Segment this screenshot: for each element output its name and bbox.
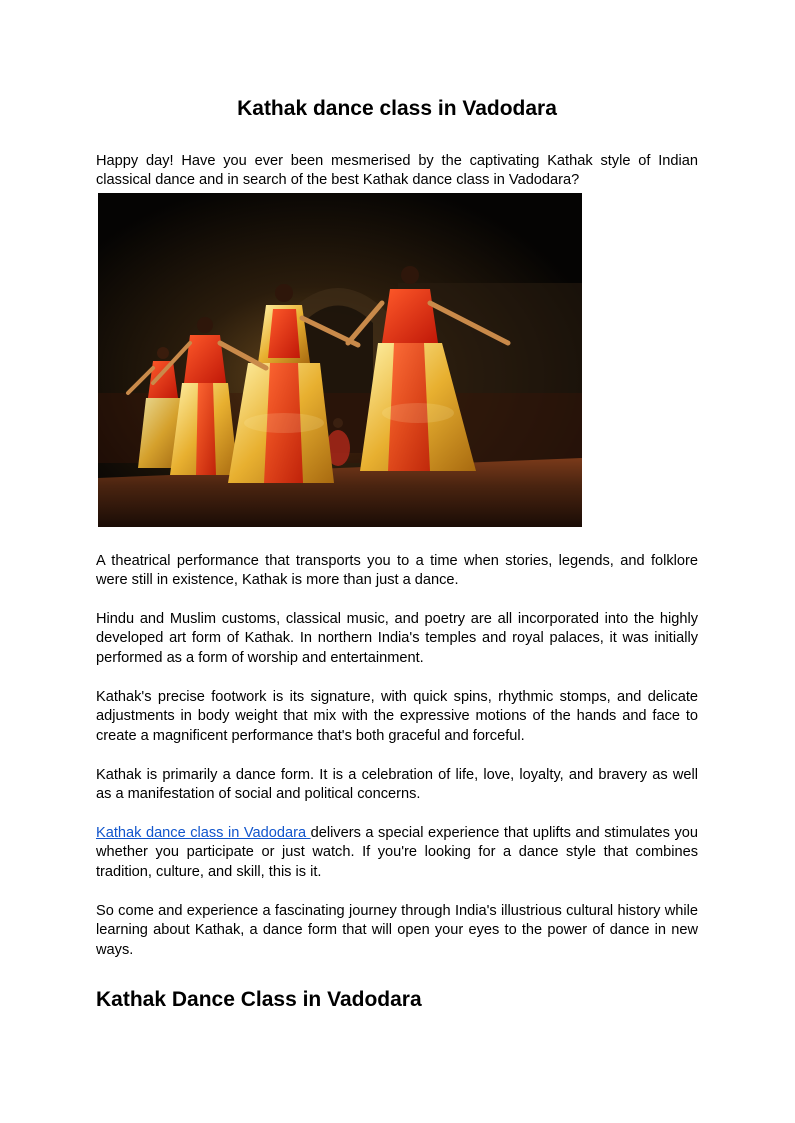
paragraph-closing: So come and experience a fascinating journey through India's illustrious cultural history while learning about Kathak, a dance form that will open your eyes to the power of dance in new ways. (96, 903, 698, 958)
paragraph-celebration: Kathak is primarily a dance form. It is a celebration of life, love, loyalty, and bravery as well as a manifestation of social and political concerns. (96, 767, 698, 803)
paragraph-footwork: Kathak's precise footwork is its signature, with quick spins, rhythmic stomps, and delicate adjustments in body weight that mix with the expressive motions of the hands and face to create a magnificent performance that's both graceful and forceful. (96, 689, 698, 744)
kathak-dancers-photo (98, 193, 582, 527)
paragraph-link (96, 824, 698, 882)
section-heading: Kathak Dance Class in Vadodara (96, 988, 422, 1011)
paragraph-link-rest: delivers a special experience that uplifts and stimulates you whether you participate or just watch. If you're looking for a dance style that combines tradition, culture, and skill, this is it. (96, 825, 698, 880)
paragraph-theatrical: A theatrical performance that transports you to a time when stories, legends, and folklore were still in existence, Kathak is more than just a dance. (96, 553, 698, 589)
page-title: Kathak dance class in Vadodara (237, 97, 557, 120)
intro-paragraph: Happy day! Have you ever been mesmerised by the captivating Kathak style of Indian classical dance and in search of the best Kathak dance class in Vadodara? (96, 153, 698, 189)
kathak-class-link[interactable]: Kathak dance class in Vadodara (96, 825, 311, 841)
paragraph-customs: Hindu and Muslim customs, classical music, and poetry are all incorporated into the highly developed art form of Kathak. In northern India's temples and royal palaces, it was initially performed as a form of worship and entertainment. (96, 611, 698, 666)
